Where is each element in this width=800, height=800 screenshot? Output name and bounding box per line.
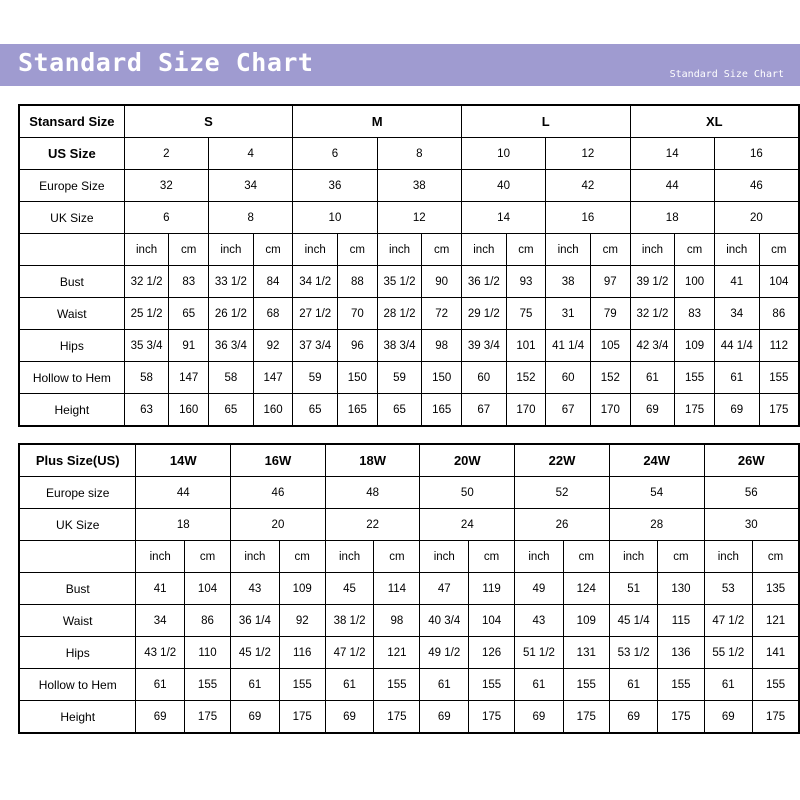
measure-value: 43 1/2 (136, 637, 185, 669)
unit-header: cm (253, 234, 293, 266)
size-group-header: 14W (136, 444, 231, 477)
size-value: 48 (325, 477, 420, 509)
measure-value: 86 (759, 298, 799, 330)
measure-value: 67 (546, 394, 591, 427)
measure-value: 45 1/2 (231, 637, 280, 669)
table-row (19, 234, 799, 266)
measure-value: 155 (563, 669, 609, 701)
table-row (19, 298, 799, 330)
measure-value: 41 1/4 (546, 330, 591, 362)
standard-size-table-wrap (18, 104, 800, 427)
table-row (19, 637, 799, 669)
measure-value: 101 (506, 330, 546, 362)
measure-value: 69 (609, 701, 658, 734)
unit-header: cm (374, 541, 420, 573)
size-value: 44 (630, 170, 714, 202)
measure-value: 61 (515, 669, 564, 701)
measure-value: 150 (422, 362, 462, 394)
measure-value: 155 (658, 669, 704, 701)
table-row (19, 701, 799, 734)
size-value: 6 (124, 202, 208, 234)
measure-value: 155 (753, 669, 799, 701)
row-label: Bust (19, 573, 136, 605)
size-group-header: S (124, 105, 293, 138)
measure-value: 67 (461, 394, 506, 427)
measure-value: 155 (759, 362, 799, 394)
measure-value: 116 (279, 637, 325, 669)
row-label: Height (19, 394, 124, 427)
size-value: 24 (420, 509, 515, 541)
measure-value: 175 (753, 701, 799, 734)
measure-value: 155 (184, 669, 230, 701)
size-value: 10 (461, 138, 545, 170)
measure-value: 70 (338, 298, 378, 330)
measure-value: 170 (506, 394, 546, 427)
measure-value: 104 (469, 605, 515, 637)
measure-value: 51 (609, 573, 658, 605)
measure-value: 36 1/2 (461, 266, 506, 298)
unit-header: inch (461, 234, 506, 266)
measure-value: 39 3/4 (461, 330, 506, 362)
measure-value: 28 1/2 (377, 298, 422, 330)
size-value: 16 (546, 202, 630, 234)
measure-value: 35 3/4 (124, 330, 169, 362)
measure-value: 109 (563, 605, 609, 637)
size-value: 14 (461, 202, 545, 234)
measure-value: 155 (469, 669, 515, 701)
row-label: Hips (19, 637, 136, 669)
measure-value: 165 (338, 394, 378, 427)
measure-value: 69 (325, 701, 374, 734)
unit-header: inch (630, 234, 675, 266)
measure-value: 160 (169, 394, 209, 427)
measure-value: 58 (124, 362, 169, 394)
table-row (19, 202, 799, 234)
measure-value: 100 (675, 266, 715, 298)
measure-value: 29 1/2 (461, 298, 506, 330)
measure-value: 65 (293, 394, 338, 427)
size-label-header: Stansard Size (19, 105, 124, 138)
measure-value: 61 (420, 669, 469, 701)
measure-value: 105 (591, 330, 631, 362)
size-group-header: 26W (704, 444, 799, 477)
measure-value: 126 (469, 637, 515, 669)
measure-value: 44 1/4 (714, 330, 759, 362)
size-group-header: 18W (325, 444, 420, 477)
measure-value: 65 (208, 394, 253, 427)
size-value: 56 (704, 477, 799, 509)
measure-value: 61 (231, 669, 280, 701)
size-value: 12 (546, 138, 630, 170)
size-value: 4 (208, 138, 292, 170)
measure-value: 35 1/2 (377, 266, 422, 298)
size-value: 40 (461, 170, 545, 202)
measure-value: 65 (169, 298, 209, 330)
measure-value: 31 (546, 298, 591, 330)
plus-size-table-wrap (18, 443, 800, 734)
measure-value: 150 (338, 362, 378, 394)
table-row (19, 266, 799, 298)
measure-value: 40 3/4 (420, 605, 469, 637)
size-value: 14 (630, 138, 714, 170)
size-value: 6 (293, 138, 377, 170)
row-label-empty (19, 541, 136, 573)
measure-value: 135 (753, 573, 799, 605)
measure-value: 58 (208, 362, 253, 394)
measure-value: 86 (184, 605, 230, 637)
measure-value: 109 (279, 573, 325, 605)
measure-value: 175 (759, 394, 799, 427)
size-group-header: M (293, 105, 462, 138)
unit-header: cm (658, 541, 704, 573)
measure-value: 61 (136, 669, 185, 701)
measure-value: 55 1/2 (704, 637, 753, 669)
measure-value: 61 (714, 362, 759, 394)
row-label: Height (19, 701, 136, 734)
row-label: Waist (19, 298, 124, 330)
measure-value: 38 (546, 266, 591, 298)
row-label: Bust (19, 266, 124, 298)
measure-value: 131 (563, 637, 609, 669)
size-value: 20 (231, 509, 326, 541)
row-label: Hollow to Hem (19, 362, 124, 394)
size-group-header: L (461, 105, 630, 138)
row-label: UK Size (19, 202, 124, 234)
measure-value: 69 (231, 701, 280, 734)
unit-header: cm (506, 234, 546, 266)
measure-value: 93 (506, 266, 546, 298)
unit-header: cm (422, 234, 462, 266)
measure-value: 160 (253, 394, 293, 427)
measure-value: 49 (515, 573, 564, 605)
unit-header: cm (759, 234, 799, 266)
measure-value: 152 (506, 362, 546, 394)
measure-value: 91 (169, 330, 209, 362)
measure-value: 34 1/2 (293, 266, 338, 298)
measure-value: 45 1/4 (609, 605, 658, 637)
header-corner-label: Standard Size Chart (669, 69, 784, 80)
measure-value: 175 (469, 701, 515, 734)
measure-value: 61 (704, 669, 753, 701)
unit-header: cm (279, 541, 325, 573)
measure-value: 32 1/2 (124, 266, 169, 298)
measure-value: 170 (591, 394, 631, 427)
standard-size-table (18, 104, 800, 427)
table-row (19, 170, 799, 202)
unit-header: cm (563, 541, 609, 573)
unit-header: cm (753, 541, 799, 573)
measure-value: 75 (506, 298, 546, 330)
unit-header: inch (546, 234, 591, 266)
measure-value: 60 (546, 362, 591, 394)
unit-header: inch (124, 234, 169, 266)
measure-value: 83 (675, 298, 715, 330)
measure-value: 61 (325, 669, 374, 701)
size-value: 28 (609, 509, 704, 541)
row-label: Europe size (19, 477, 136, 509)
measure-value: 60 (461, 362, 506, 394)
measure-value: 34 (714, 298, 759, 330)
measure-value: 47 1/2 (325, 637, 374, 669)
table-row (19, 444, 799, 477)
size-group-header: 16W (231, 444, 326, 477)
measure-value: 114 (374, 573, 420, 605)
measure-value: 98 (374, 605, 420, 637)
unit-header: cm (338, 234, 378, 266)
table-row (19, 669, 799, 701)
unit-header: cm (591, 234, 631, 266)
measure-value: 121 (374, 637, 420, 669)
measure-value: 32 1/2 (630, 298, 675, 330)
unit-header: inch (293, 234, 338, 266)
size-value: 54 (609, 477, 704, 509)
measure-value: 69 (704, 701, 753, 734)
table-row (19, 605, 799, 637)
size-value: 46 (231, 477, 326, 509)
measure-value: 61 (630, 362, 675, 394)
measure-value: 59 (293, 362, 338, 394)
row-label: Waist (19, 605, 136, 637)
measure-value: 165 (422, 394, 462, 427)
measure-value: 119 (469, 573, 515, 605)
size-value: 46 (714, 170, 799, 202)
measure-value: 63 (124, 394, 169, 427)
unit-header: inch (136, 541, 185, 573)
measure-value: 110 (184, 637, 230, 669)
unit-header: cm (675, 234, 715, 266)
measure-value: 69 (515, 701, 564, 734)
measure-value: 27 1/2 (293, 298, 338, 330)
measure-value: 97 (591, 266, 631, 298)
measure-value: 104 (759, 266, 799, 298)
measure-value: 39 1/2 (630, 266, 675, 298)
unit-header: inch (231, 541, 280, 573)
table-row (19, 541, 799, 573)
row-label: Hollow to Hem (19, 669, 136, 701)
size-label-header: Plus Size(US) (19, 444, 136, 477)
size-group-header: 24W (609, 444, 704, 477)
measure-value: 112 (759, 330, 799, 362)
measure-value: 53 1/2 (609, 637, 658, 669)
table-row (19, 573, 799, 605)
size-value: 18 (136, 509, 231, 541)
measure-value: 33 1/2 (208, 266, 253, 298)
size-value: 38 (377, 170, 461, 202)
measure-value: 175 (279, 701, 325, 734)
unit-header: cm (469, 541, 515, 573)
measure-value: 69 (630, 394, 675, 427)
measure-value: 83 (169, 266, 209, 298)
size-value: 44 (136, 477, 231, 509)
size-value: 26 (515, 509, 610, 541)
measure-value: 41 (136, 573, 185, 605)
measure-value: 47 (420, 573, 469, 605)
measure-value: 92 (279, 605, 325, 637)
measure-value: 98 (422, 330, 462, 362)
size-value: 8 (377, 138, 461, 170)
measure-value: 141 (753, 637, 799, 669)
measure-value: 175 (658, 701, 704, 734)
measure-value: 92 (253, 330, 293, 362)
measure-value: 68 (253, 298, 293, 330)
size-group-header: XL (630, 105, 799, 138)
size-value: 2 (124, 138, 208, 170)
measure-value: 175 (184, 701, 230, 734)
measure-value: 42 3/4 (630, 330, 675, 362)
measure-value: 53 (704, 573, 753, 605)
unit-header: inch (515, 541, 564, 573)
plus-size-table (18, 443, 800, 734)
table-row (19, 105, 799, 138)
measure-value: 147 (253, 362, 293, 394)
measure-value: 175 (374, 701, 420, 734)
row-label: Hips (19, 330, 124, 362)
measure-value: 61 (609, 669, 658, 701)
measure-value: 88 (338, 266, 378, 298)
measure-value: 37 3/4 (293, 330, 338, 362)
measure-value: 26 1/2 (208, 298, 253, 330)
measure-value: 36 1/4 (231, 605, 280, 637)
size-value: 22 (325, 509, 420, 541)
row-label: UK Size (19, 509, 136, 541)
measure-value: 59 (377, 362, 422, 394)
measure-value: 152 (591, 362, 631, 394)
measure-value: 72 (422, 298, 462, 330)
table-row (19, 509, 799, 541)
table-row (19, 138, 799, 170)
measure-value: 115 (658, 605, 704, 637)
unit-header: inch (208, 234, 253, 266)
size-value: 32 (124, 170, 208, 202)
measure-value: 43 (231, 573, 280, 605)
measure-value: 36 3/4 (208, 330, 253, 362)
measure-value: 175 (563, 701, 609, 734)
size-value: 18 (630, 202, 714, 234)
size-value: 10 (293, 202, 377, 234)
table-row (19, 394, 799, 427)
measure-value: 41 (714, 266, 759, 298)
size-group-header: 22W (515, 444, 610, 477)
table-row (19, 477, 799, 509)
measure-value: 69 (714, 394, 759, 427)
measure-value: 34 (136, 605, 185, 637)
size-value: 42 (546, 170, 630, 202)
measure-value: 38 3/4 (377, 330, 422, 362)
measure-value: 121 (753, 605, 799, 637)
measure-value: 45 (325, 573, 374, 605)
unit-header: inch (325, 541, 374, 573)
unit-header: cm (184, 541, 230, 573)
measure-value: 109 (675, 330, 715, 362)
measure-value: 25 1/2 (124, 298, 169, 330)
unit-header: inch (377, 234, 422, 266)
measure-value: 155 (675, 362, 715, 394)
measure-value: 69 (420, 701, 469, 734)
measure-value: 124 (563, 573, 609, 605)
size-value: 12 (377, 202, 461, 234)
measure-value: 155 (374, 669, 420, 701)
size-value: 36 (293, 170, 377, 202)
measure-value: 69 (136, 701, 185, 734)
table-row (19, 362, 799, 394)
measure-value: 175 (675, 394, 715, 427)
measure-value: 84 (253, 266, 293, 298)
measure-value: 130 (658, 573, 704, 605)
measure-value: 43 (515, 605, 564, 637)
row-label: US Size (19, 138, 124, 170)
size-value: 20 (714, 202, 799, 234)
measure-value: 147 (169, 362, 209, 394)
measure-value: 136 (658, 637, 704, 669)
size-value: 34 (208, 170, 292, 202)
size-value: 16 (714, 138, 799, 170)
measure-value: 79 (591, 298, 631, 330)
measure-value: 51 1/2 (515, 637, 564, 669)
size-value: 8 (208, 202, 292, 234)
row-label-empty (19, 234, 124, 266)
measure-value: 155 (279, 669, 325, 701)
measure-value: 96 (338, 330, 378, 362)
page-title: Standard Size Chart (18, 48, 314, 77)
measure-value: 104 (184, 573, 230, 605)
unit-header: inch (609, 541, 658, 573)
measure-value: 90 (422, 266, 462, 298)
size-value: 30 (704, 509, 799, 541)
measure-value: 38 1/2 (325, 605, 374, 637)
size-value: 50 (420, 477, 515, 509)
measure-value: 49 1/2 (420, 637, 469, 669)
measure-value: 65 (377, 394, 422, 427)
size-value: 52 (515, 477, 610, 509)
unit-header: inch (714, 234, 759, 266)
unit-header: inch (420, 541, 469, 573)
measure-value: 47 1/2 (704, 605, 753, 637)
unit-header: cm (169, 234, 209, 266)
table-row (19, 330, 799, 362)
row-label: Europe Size (19, 170, 124, 202)
unit-header: inch (704, 541, 753, 573)
size-group-header: 20W (420, 444, 515, 477)
